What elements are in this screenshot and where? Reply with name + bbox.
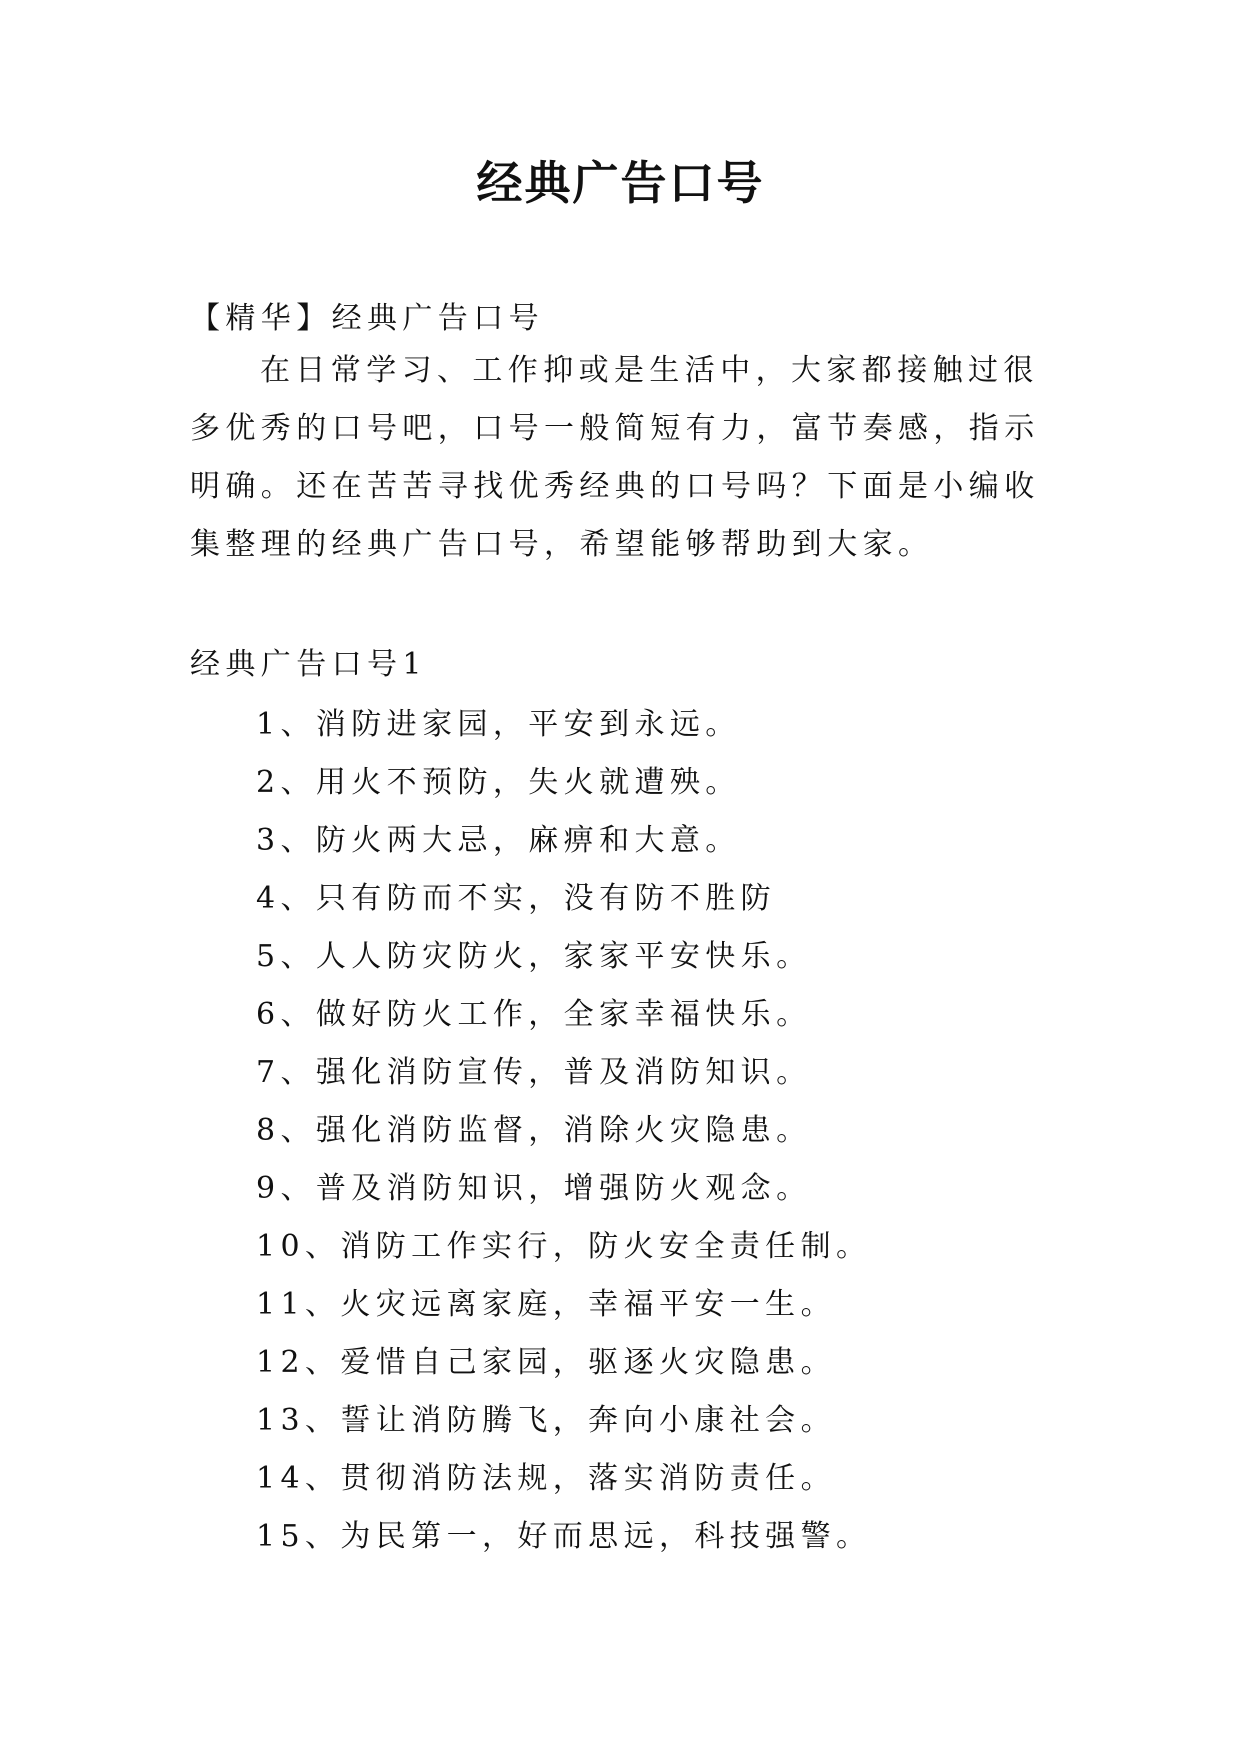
slogan-item: 9、普及消防知识，增强防火观念。 xyxy=(256,1171,812,1206)
document-subtitle: 【精华】经典广告口号 xyxy=(190,301,544,336)
slogan-item: 10、消防工作实行，防火安全责任制。 xyxy=(256,1229,872,1264)
slogan-item: 8、强化消防监督，消除火灾隐患。 xyxy=(256,1113,812,1148)
document-title: 经典广告口号 xyxy=(476,156,765,210)
section-heading: 经典广告口号1 xyxy=(190,647,427,682)
slogan-item: 1、消防进家园，平安到永远。 xyxy=(256,707,741,742)
slogan-item: 15、为民第一，好而思远，科技强警。 xyxy=(256,1519,872,1554)
slogan-list xyxy=(256,696,871,1566)
slogan-item: 13、誓让消防腾飞，奔向小康社会。 xyxy=(256,1403,836,1438)
slogan-item: 12、爱惜自己家园，驱逐火灾隐患。 xyxy=(256,1345,836,1380)
slogan-item: 11、火灾远离家庭，幸福平安一生。 xyxy=(256,1287,836,1322)
slogan-item: 14、贯彻消防法规，落实消防责任。 xyxy=(256,1461,836,1496)
slogan-item: 4、只有防而不实，没有防不胜防 xyxy=(256,881,777,916)
slogan-item: 2、用火不预防，失火就遭殃。 xyxy=(256,765,741,800)
slogan-item: 5、人人防灾防火，家家平安快乐。 xyxy=(256,939,812,974)
slogan-item: 3、防火两大忌，麻痹和大意。 xyxy=(256,823,741,858)
intro-paragraph: 在日常学习、工作抑或是生活中，大家都接触过很多优秀的口号吧，口号一般简短有力，富节奏感，指示明确。还在苦苦寻找优秀经典的口号吗？下面是小编收集整理的经典广告口号，希望能够帮助到大家。 xyxy=(190,353,1040,562)
slogan-item: 6、做好防火工作，全家幸福快乐。 xyxy=(256,997,812,1032)
slogan-item: 7、强化消防宣传，普及消防知识。 xyxy=(256,1055,812,1090)
